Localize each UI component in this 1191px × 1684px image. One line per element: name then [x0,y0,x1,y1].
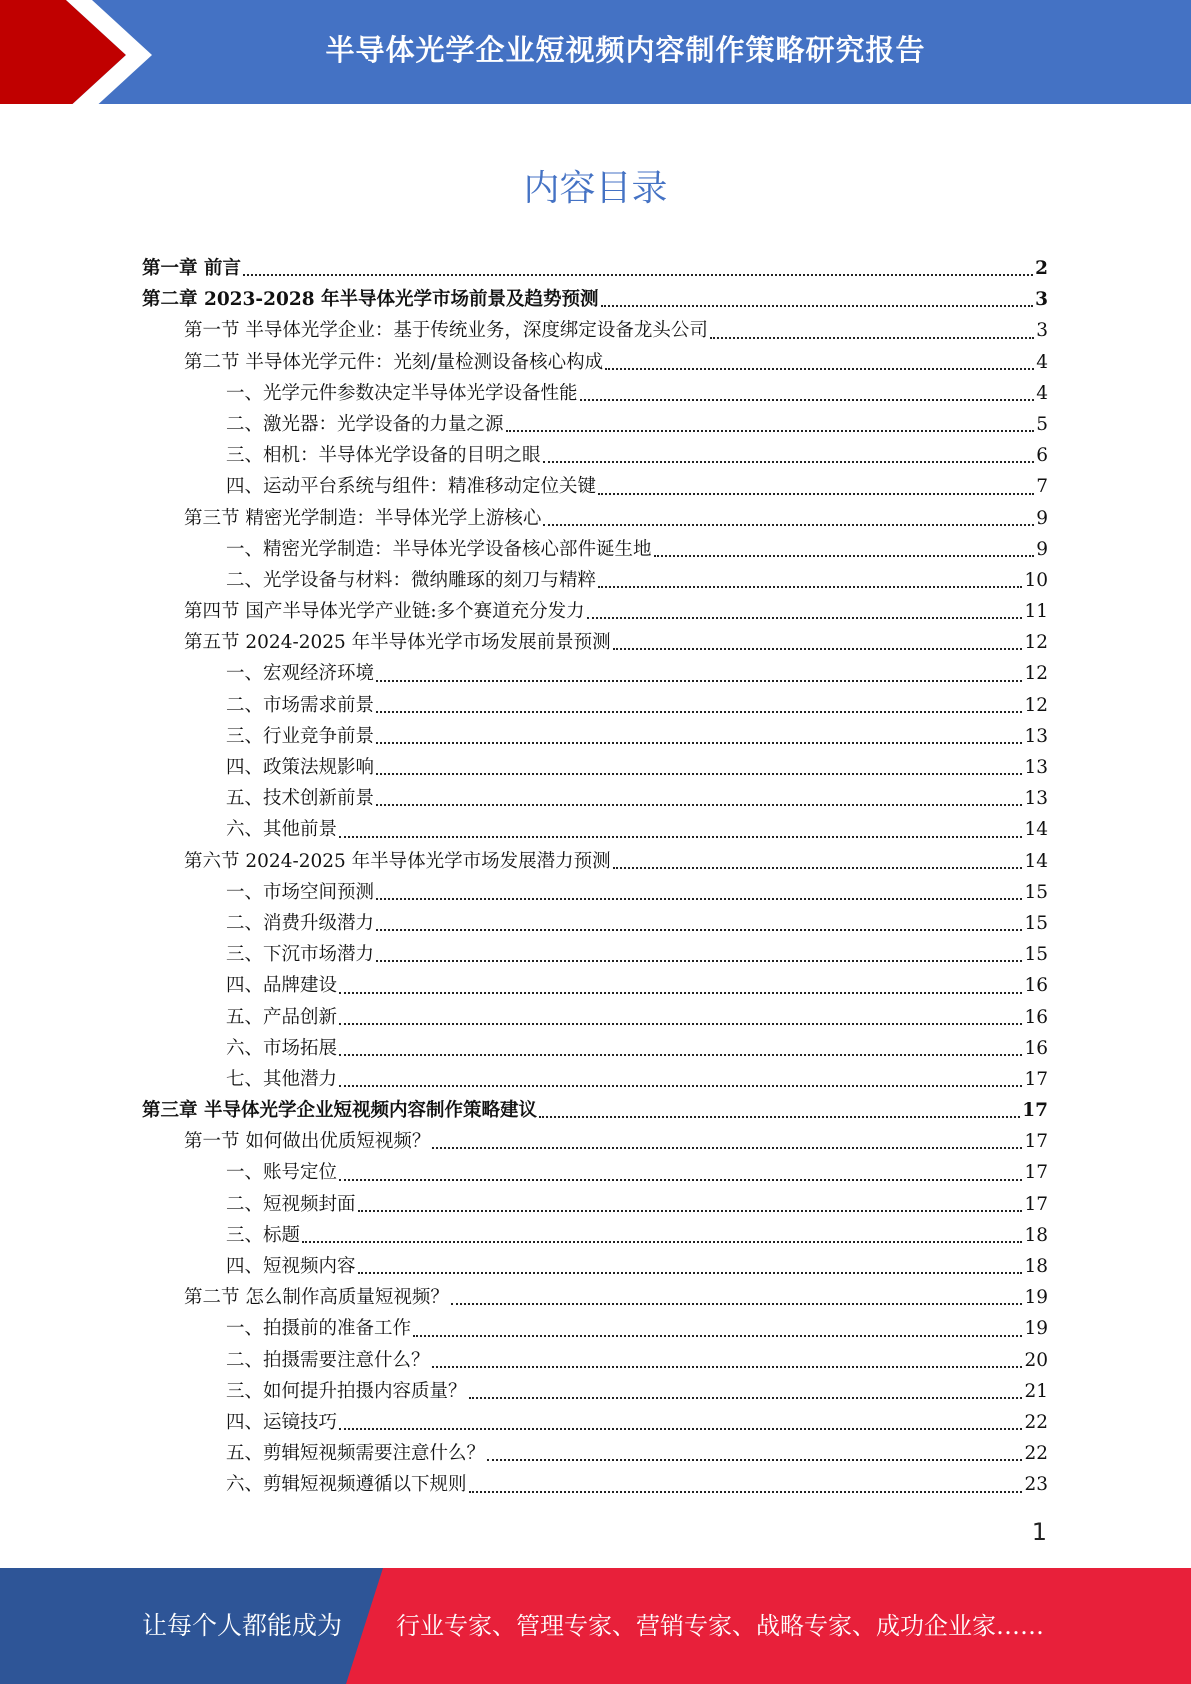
toc-entry-label: 四、短视频内容 [226,1256,356,1277]
toc-entry-label: 四、政策法规影响 [226,757,375,778]
toc-entry[interactable] [142,783,1048,814]
toc-entry[interactable] [142,908,1048,939]
toc-dot-leader [376,803,1022,806]
toc-entry-label: 二、拍摄需要注意什么？ [226,1349,430,1371]
toc-dot-leader [543,460,1035,463]
toc-entry-page: 6 [1036,445,1048,467]
toc-dot-leader [613,647,1023,650]
toc-entry-label: 二、激光器：光学设备的力量之源 [226,413,504,435]
toc-dot-leader [469,1396,1023,1399]
toc-entry-page: 18 [1024,1256,1048,1277]
toc-entry-label: 第三节 精密光学制造：半导体光学上游核心 [184,507,542,529]
toc-entry-page: 15 [1024,944,1048,966]
toc-entry-page: 19 [1024,1318,1048,1340]
toc-entry[interactable] [142,721,1048,752]
toc-entry-label: 第二章 2023-2028 年半导体光学市场前景及趋势预测 [142,289,599,311]
toc-entry-label: 一、市场空间预测 [226,881,375,903]
toc-dot-leader [710,336,1034,339]
toc-entry[interactable] [142,534,1048,565]
toc-entry[interactable] [142,1282,1048,1313]
toc-entry-label: 二、光学设备与材料：微纳雕琢的刻刀与精粹 [226,569,597,591]
toc-dot-leader [580,398,1035,401]
toc-entry-page: 17 [1024,1068,1048,1090]
toc-dot-leader [487,1458,1022,1461]
toc-entry[interactable] [142,1002,1048,1033]
toc-entry-page: 16 [1024,1006,1048,1028]
toc-dot-leader [543,523,1034,526]
toc-entry-label: 五、剪辑短视频需要注意什么？ [226,1443,486,1465]
toc-dot-leader [376,897,1022,900]
toc-entry-page: 17 [1024,1162,1048,1184]
toc-entry-page: 18 [1024,1224,1048,1246]
toc-entry[interactable] [142,1313,1048,1344]
page-number: 1 [1031,1518,1047,1546]
toc-dot-leader [605,367,1034,370]
toc-entry[interactable] [142,596,1048,627]
toc-dot-leader [339,1084,1022,1087]
toc-entry[interactable] [142,1345,1048,1376]
toc-dot-leader [358,1209,1023,1212]
toc-dot-leader [451,1302,1023,1305]
toc-dot-leader [339,1053,1022,1056]
toc-entry[interactable] [142,690,1048,721]
toc-entry-label: 四、运镜技巧 [226,1411,338,1433]
toc-entry[interactable] [142,1251,1048,1282]
toc-entry-label: 第六节 2024-2025 年半导体光学市场发展潜力预测 [184,850,611,872]
table-of-contents [142,253,1048,1501]
toc-entry-label: 一、精密光学制造：半导体光学设备核心部件诞生地 [226,538,652,560]
toc-entry-page: 21 [1024,1380,1048,1402]
toc-entry-page: 22 [1024,1443,1048,1465]
toc-entry[interactable] [142,970,1048,1001]
toc-entry-label: 第二节 怎么制作高质量短视频？ [184,1287,449,1309]
toc-entry-label: 一、宏观经济环境 [226,663,375,685]
toc-entry-page: 23 [1024,1474,1048,1496]
toc-entry-page: 15 [1024,881,1048,903]
toc-entry[interactable] [142,846,1048,877]
toc-entry-label: 三、行业竞争前景 [226,725,375,747]
toc-dot-leader [339,991,1022,994]
toc-entry[interactable] [142,503,1048,534]
toc-dot-leader [339,1178,1022,1181]
toc-dot-leader [587,616,1023,619]
toc-entry-page: 16 [1024,975,1048,997]
toc-entry[interactable] [142,565,1048,596]
toc-dot-leader [654,554,1035,557]
toc-dot-leader [376,710,1022,713]
toc-entry-label: 四、品牌建设 [226,975,338,997]
toc-dot-leader [358,1271,1023,1274]
toc-heading: 内容目录 [523,168,668,209]
toc-entry-page: 12 [1024,632,1048,654]
toc-entry-label: 三、下沉市场潜力 [226,944,375,966]
toc-entry-page: 13 [1024,725,1048,747]
toc-entry[interactable] [142,315,1048,346]
toc-entry[interactable] [142,658,1048,689]
toc-dot-leader [432,1146,1022,1149]
toc-entry-page: 3 [1036,320,1048,342]
toc-dot-leader [469,1490,1023,1493]
toc-entry[interactable] [142,378,1048,409]
page-header [0,0,1191,110]
toc-dot-leader [613,866,1023,869]
toc-dot-leader [376,928,1022,931]
toc-entry-label: 第一节 半导体光学企业：基于传统业务，深度绑定设备龙头公司 [184,320,708,342]
toc-entry-page: 17 [1024,1193,1048,1215]
toc-entry-page: 19 [1024,1287,1048,1309]
toc-entry-label: 四、运动平台系统与组件：精准移动定位关键 [226,476,597,498]
toc-entry-label: 三、如何提升拍摄内容质量？ [226,1380,467,1402]
toc-entry-label: 五、产品创新 [226,1006,338,1028]
toc-entry[interactable] [142,284,1048,315]
toc-dot-leader [376,741,1022,744]
toc-dot-leader [413,1334,1022,1337]
toc-entry-label: 第一章 前言 [142,258,241,279]
toc-entry-page: 17 [1022,1100,1048,1122]
toc-entry-label: 一、账号定位 [226,1162,338,1184]
toc-entry[interactable] [142,347,1048,378]
toc-entry[interactable] [142,814,1048,845]
toc-entry-page: 4 [1036,382,1048,404]
toc-entry-label: 二、短视频封面 [226,1193,356,1215]
toc-entry-page: 10 [1024,569,1048,591]
toc-entry-label: 第一节 如何做出优质短视频？ [184,1131,431,1153]
toc-entry[interactable] [142,939,1048,970]
toc-dot-leader [243,273,1033,276]
toc-entry[interactable] [142,1157,1048,1188]
toc-entry-page: 11 [1024,601,1048,623]
toc-entry-page: 13 [1024,788,1048,810]
toc-entry-page: 14 [1024,819,1048,841]
toc-dot-leader [539,1115,1020,1118]
toc-entry-page: 17 [1024,1131,1048,1153]
toc-entry[interactable] [142,1220,1048,1251]
toc-entry-label: 二、市场需求前景 [226,694,375,716]
page-footer [0,1568,1191,1684]
toc-entry-page: 9 [1036,507,1048,529]
toc-dot-leader [339,835,1022,838]
toc-entry-label: 二、消费升级潜力 [226,912,375,934]
toc-entry[interactable] [142,253,1048,284]
footer-slogan-left: 让每个人都能成为 [142,1611,343,1640]
toc-dot-leader [376,772,1022,775]
toc-entry-page: 3 [1035,289,1048,311]
toc-entry[interactable] [142,1376,1048,1407]
toc-entry-page: 9 [1036,538,1048,560]
toc-entry-page: 22 [1024,1411,1048,1433]
toc-entry-label: 七、其他潜力 [226,1068,338,1090]
toc-entry-page: 15 [1024,912,1048,934]
toc-entry-label: 第四节 国产半导体光学产业链:多个赛道充分发力 [184,601,585,623]
toc-entry[interactable] [142,471,1048,502]
toc-entry[interactable] [142,627,1048,658]
footer-slogan-right: 行业专家、管理专家、营销专家、战略专家、成功企业家…… [396,1612,1044,1640]
toc-entry-page: 5 [1036,413,1048,435]
toc-entry-page: 2 [1035,258,1048,279]
toc-entry-label: 五、技术创新前景 [226,788,375,810]
toc-entry[interactable] [142,1407,1048,1438]
toc-entry[interactable] [142,1095,1048,1126]
toc-entry-label: 第二节 半导体光学元件：光刻/量检测设备核心构成 [184,351,604,373]
toc-dot-leader [302,1240,1022,1243]
toc-entry-label: 第五节 2024-2025 年半导体光学市场发展前景预测 [184,632,611,654]
toc-entry-label: 一、拍摄前的准备工作 [226,1318,412,1340]
toc-dot-leader [601,304,1034,307]
toc-dot-leader [432,1365,1023,1368]
toc-entry-label: 三、标题 [226,1224,301,1246]
toc-entry[interactable] [142,1064,1048,1095]
toc-entry[interactable] [142,1438,1048,1469]
toc-entry-page: 14 [1024,850,1048,872]
toc-entry[interactable] [142,1189,1048,1220]
toc-dot-leader [598,492,1034,495]
toc-entry[interactable] [142,1469,1048,1500]
toc-dot-leader [339,1427,1022,1430]
report-title: 半导体光学企业短视频内容制作策略研究报告 [325,33,926,67]
toc-dot-leader [598,585,1022,588]
toc-entry[interactable] [142,752,1048,783]
toc-entry-page: 20 [1024,1349,1048,1371]
toc-entry[interactable] [142,1033,1048,1064]
toc-entry[interactable] [142,409,1048,440]
toc-entry-label: 一、光学元件参数决定半导体光学设备性能 [226,382,578,404]
toc-entry-page: 4 [1036,351,1048,373]
toc-entry-label: 第三章 半导体光学企业短视频内容制作策略建议 [142,1100,537,1122]
toc-entry-page: 7 [1036,476,1048,498]
toc-dot-leader [339,1022,1022,1025]
toc-entry-page: 13 [1024,757,1048,778]
toc-dot-leader [376,679,1022,682]
toc-entry-label: 六、其他前景 [226,819,338,841]
toc-entry-label: 六、剪辑短视频遵循以下规则 [226,1474,467,1496]
toc-entry-page: 12 [1024,694,1048,716]
toc-entry-label: 三、相机：半导体光学设备的目明之眼 [226,445,541,467]
toc-entry-label: 六、市场拓展 [226,1037,338,1059]
toc-entry[interactable] [142,440,1048,471]
toc-entry[interactable] [142,1126,1048,1157]
toc-entry-page: 16 [1024,1037,1048,1059]
toc-entry-page: 12 [1024,663,1048,685]
toc-dot-leader [376,959,1022,962]
toc-entry[interactable] [142,877,1048,908]
toc-dot-leader [506,429,1035,432]
